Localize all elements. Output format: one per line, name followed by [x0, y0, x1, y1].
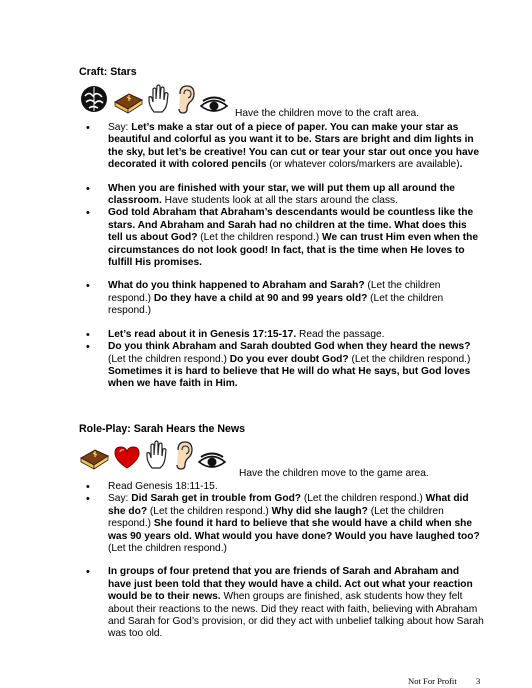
roleplay-move-instruction: Have the children move to the game area. [239, 468, 429, 479]
list-item-text: (Let the children respond.) [147, 505, 272, 517]
list-item-text: What did she do? [108, 493, 469, 517]
eye-icon [197, 452, 227, 470]
list-item-text: God told Abraham that Abraham’s descendants would be countless like the stars. And Abraham and Sarah had no children at the time. What does this tell us about God? [108, 207, 474, 244]
list-item-text: Do they have a child at 90 and 99 years old? [153, 292, 368, 304]
list-item-text: Say: [108, 122, 132, 133]
page-number: 3 [476, 676, 481, 686]
list-item-text: (or whatever colors/markers are available) [266, 159, 460, 171]
list-item-text: When you are finished with your star, we will put them up all around the classroom. [108, 182, 455, 207]
hand-icon [145, 440, 169, 470]
list-item-text: Do you think Abraham and Sarah doubted God when they heard the news? [108, 341, 471, 353]
list-item-text: (Let the children respond.) [108, 543, 227, 555]
list-item-text: Did Sarah get in trouble from God? [131, 493, 302, 505]
list-item [86, 207, 484, 269]
craft-move-instruction: Have the children move to the craft area. [235, 108, 420, 119]
list-item [86, 329, 484, 341]
list-item-text: Read the passage. [296, 328, 385, 340]
list-item-text: Have students look at all the stars around the class. [161, 195, 398, 207]
hand-icon [147, 84, 171, 114]
bible-icon [113, 88, 143, 114]
list-item-text: (Let the children respond.) [108, 505, 444, 530]
list-item-text: Do you ever doubt God? [229, 353, 349, 365]
list-item-text: (Let the children respond.) [108, 292, 444, 317]
eye-icon [199, 96, 229, 114]
list-item-text: (Let the children respond.) [197, 232, 323, 244]
list-item-text: (Let the children respond.) [108, 353, 230, 365]
list-item-text: . [459, 159, 463, 171]
list-item-text: Why did she laugh? [271, 505, 368, 517]
footer-note: Not For Profit [408, 676, 457, 686]
list-item [86, 481, 484, 493]
list-item [86, 183, 484, 208]
craft-sense-icons [79, 84, 233, 114]
list-item-text: Sometimes it is hard to believe that He will do what He says, but God loves when we have faith in Him. [108, 365, 471, 390]
list-item [86, 122, 484, 172]
list-item-text: When groups are finished, ask students how they felt about their reactions to the news. Did they react with faith, believing with Abraham and Sarah for God’s provision, or did they act with unbelief talking about how Sarah was too old. [108, 591, 484, 640]
list-item-text: We can trust Him even when the circumstances do not look good! In fact, that is the time when He loves to fulfill His promises. [108, 232, 479, 269]
list-item-text: (Let the children respond.) [301, 493, 426, 505]
list-item-text: (Let the children respond.) [108, 280, 441, 304]
list-item [86, 341, 484, 391]
list-item-text: She found it hard to believe that she would have a child when she was 90 years old. What would you have done? Would you have laughed too? [108, 518, 480, 542]
ear-icon [173, 440, 193, 470]
list-item-text: Let’s read about it in Genesis 17:15-17. [108, 328, 297, 340]
list-item-text: Say: [108, 493, 132, 505]
ear-icon [175, 84, 195, 114]
bible-icon [79, 444, 109, 470]
list-item [86, 493, 484, 555]
brain-icon [79, 84, 109, 114]
heart-icon [113, 444, 141, 470]
list-item [86, 280, 484, 317]
roleplay-instruction-list [86, 481, 484, 641]
list-item-text: What do you think happened to Abraham and Sarah? [108, 280, 365, 292]
list-item [86, 566, 484, 640]
list-item-text: Let’s make a star out of a piece of paper. You can make your star as beautiful and colorful as you want it to be. Stars are bright and dim lights in the sky, but let’s be creative! You can cut or tear your star out once you have decorated it with colored pencils [108, 122, 480, 171]
list-item-text: Read Genesis 18:11-15. [108, 481, 218, 492]
list-item-text: In groups of four pretend that you are friends of Sarah and Abraham and have just been told that they would have a child. Act out what your reaction would be to their news. [108, 566, 473, 603]
roleplay-sense-icons [79, 440, 231, 470]
section-title-craft: Craft: Stars [79, 66, 137, 78]
section-title-roleplay: Role-Play: Sarah Hears the News [79, 423, 246, 435]
list-item-text: (Let the children respond.) [348, 353, 471, 365]
craft-instruction-list [86, 122, 484, 391]
